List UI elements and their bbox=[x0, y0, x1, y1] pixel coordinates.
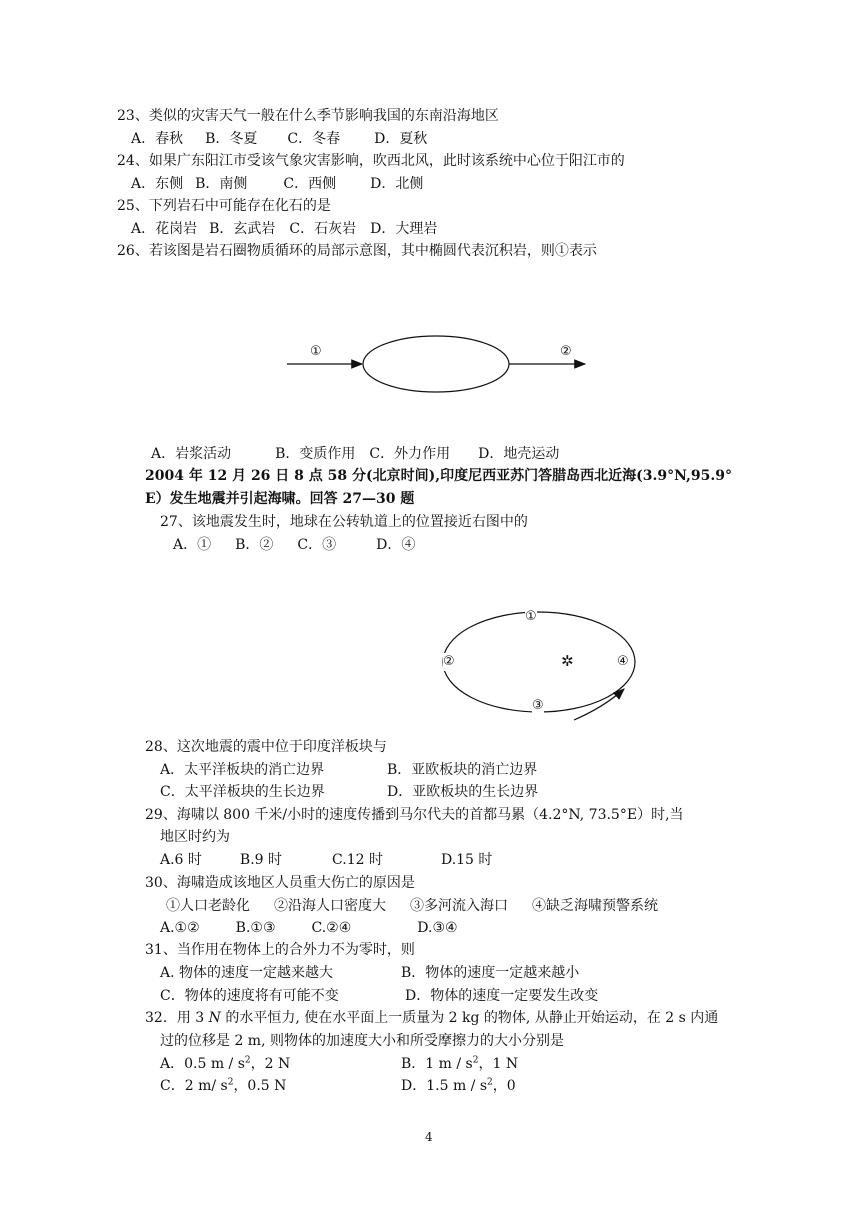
orbit-position-3: ③ bbox=[532, 698, 544, 713]
superscript: 2 bbox=[227, 1077, 234, 1088]
option: A．春秋 bbox=[131, 131, 184, 147]
q32-option-a bbox=[160, 1055, 290, 1073]
orbit-direction-arrow bbox=[574, 689, 624, 720]
q30-items bbox=[166, 897, 658, 915]
option: B.9 时 bbox=[239, 852, 283, 868]
superscript: 2 bbox=[487, 1077, 493, 1088]
q28-option-d: D．亚欧板块的生长边界 bbox=[387, 784, 539, 800]
item: ③多河流入海口 bbox=[410, 898, 508, 914]
option: A．岩浆活动 bbox=[151, 446, 232, 462]
option: A.6 时 bbox=[160, 852, 202, 868]
unit-newton: N bbox=[208, 1010, 221, 1026]
intro-line-1: 2004 年 12 月 26 日 8 点 58 分(北京时间),印度尼西亚苏门答腊岛西北近海(3.9°N,95.9° bbox=[145, 468, 732, 484]
q29-stem-1: 29、海啸以 800 千米/小时的速度传播到马尔代夫的首都马累（4.2°N, 73.5°E）时,当 bbox=[145, 807, 684, 823]
q28-stem: 28、这次地震的震中位于印度洋板块与 bbox=[145, 739, 387, 755]
option-text: D．1.5 m / s bbox=[401, 1078, 488, 1094]
option-text: B．1 m / s bbox=[401, 1056, 473, 1072]
q32-option-d bbox=[401, 1077, 516, 1095]
q32-option-c bbox=[160, 1077, 286, 1095]
sun-icon: ✲ bbox=[561, 652, 574, 670]
q31-option-b: B．物体的速度一定越来越小 bbox=[401, 965, 580, 981]
q30-stem: 30、海啸造成该地区人员重大伤亡的原因是 bbox=[145, 875, 415, 891]
q32-stem-2: 过的位移是 2 m, 则物体的加速度大小和所受摩擦力的大小分别是 bbox=[160, 1033, 564, 1049]
q26-stem: 26、若该图是岩石圈物质循环的局部示意图，其中椭圆代表沉积岩，则①表示 bbox=[117, 243, 597, 259]
option: C．冬春 bbox=[287, 131, 341, 147]
option: D.③④ bbox=[417, 920, 458, 936]
superscript: 2 bbox=[472, 1055, 479, 1066]
diagram-label-2: ② bbox=[560, 344, 572, 359]
option: A．东侧 bbox=[131, 176, 184, 192]
option: B．南侧 bbox=[195, 176, 248, 192]
option-text: C．2 m/ s bbox=[160, 1078, 228, 1094]
option: C．石灰岩 bbox=[289, 221, 357, 237]
q31-option-c: C．物体的速度将有可能不变 bbox=[160, 988, 339, 1004]
q28-option-c: C．太平洋板块的生长边界 bbox=[160, 784, 325, 800]
option: B．冬夏 bbox=[205, 131, 258, 147]
q28-option-b: B．亚欧板块的消亡边界 bbox=[387, 762, 538, 778]
q29-stem-2: 地区时约为 bbox=[160, 829, 230, 845]
sedimentary-rock-ellipse bbox=[363, 336, 509, 392]
orbit-position-2: ② bbox=[443, 654, 455, 669]
page-number: 4 bbox=[425, 1130, 433, 1144]
orbit-position-4: ④ bbox=[617, 654, 629, 669]
q23-stem: 23、类似的灾害天气一般在什么季节影响我国的东南沿海地区 bbox=[117, 108, 499, 124]
option: B．玄武岩 bbox=[209, 221, 276, 237]
option: C.12 时 bbox=[332, 852, 383, 868]
option: D．地壳运动 bbox=[478, 446, 560, 462]
option: A．花岗岩 bbox=[131, 221, 198, 237]
option: C．西侧 bbox=[283, 176, 337, 192]
option: D．夏秋 bbox=[374, 131, 428, 147]
option: B．变质作用 bbox=[275, 446, 356, 462]
option: B.①③ bbox=[235, 920, 276, 936]
item: ④缺乏海啸预警系统 bbox=[532, 898, 658, 914]
option: D．北侧 bbox=[370, 176, 424, 192]
q26-options bbox=[151, 445, 559, 463]
option: A.①② bbox=[160, 920, 200, 936]
q25-stem: 25、下列岩石中可能存在化石的是 bbox=[117, 198, 331, 214]
option-text: A．0.5 m / s bbox=[160, 1056, 245, 1072]
q31-option-a: A. 物体的速度一定越来越大 bbox=[160, 965, 334, 981]
diagram-label-1: ① bbox=[310, 344, 322, 359]
stem-text: 的水平恒力, 使在水平面上一质量为 2 kg 的物体, 从静止开始运动，在 2 s 内通 bbox=[220, 1010, 719, 1026]
q28-option-a: A．太平洋板块的消亡边界 bbox=[160, 762, 325, 778]
option: D．④ bbox=[376, 537, 416, 553]
q29-options bbox=[160, 851, 492, 869]
q24-stem: 24、如果广东阳江市受该气象灾害影响，吹西北风，此时该系统中心位于阳江市的 bbox=[117, 153, 625, 169]
superscript: 2 bbox=[244, 1055, 251, 1066]
option: C．外力作用 bbox=[369, 446, 451, 462]
option-text: ，1 N bbox=[478, 1056, 519, 1072]
option: D．大理岩 bbox=[370, 221, 438, 237]
q27-stem: 27、该地震发生时，地球在公转轨道上的位置接近右图中的 bbox=[160, 514, 528, 530]
option: D.15 时 bbox=[440, 852, 493, 868]
q32-option-b bbox=[401, 1055, 518, 1073]
q27-options bbox=[173, 536, 415, 554]
q30-options bbox=[160, 919, 458, 937]
option: A．① bbox=[173, 537, 212, 553]
option: C．③ bbox=[297, 537, 337, 553]
q31-stem: 31、当作用在物体上的合外力不为零时，则 bbox=[145, 942, 415, 958]
option: C.②④ bbox=[311, 920, 352, 936]
option-text: ，0.5 N bbox=[233, 1078, 287, 1094]
option-text: ，2 N bbox=[250, 1056, 291, 1072]
item: ①人口老龄化 bbox=[166, 898, 250, 914]
stem-text: 32．用 3 bbox=[145, 1010, 209, 1026]
option: B．② bbox=[235, 537, 274, 553]
q32-stem-1 bbox=[145, 1009, 718, 1027]
option-text: ，0 bbox=[492, 1078, 516, 1094]
intro-line-2: E）发生地震并引起海啸。回答 27—30 题 bbox=[145, 491, 415, 507]
q31-option-d: D．物体的速度一定要发生改变 bbox=[405, 988, 599, 1004]
item: ②沿海人口密度大 bbox=[274, 898, 386, 914]
orbit-position-1: ① bbox=[525, 609, 537, 624]
